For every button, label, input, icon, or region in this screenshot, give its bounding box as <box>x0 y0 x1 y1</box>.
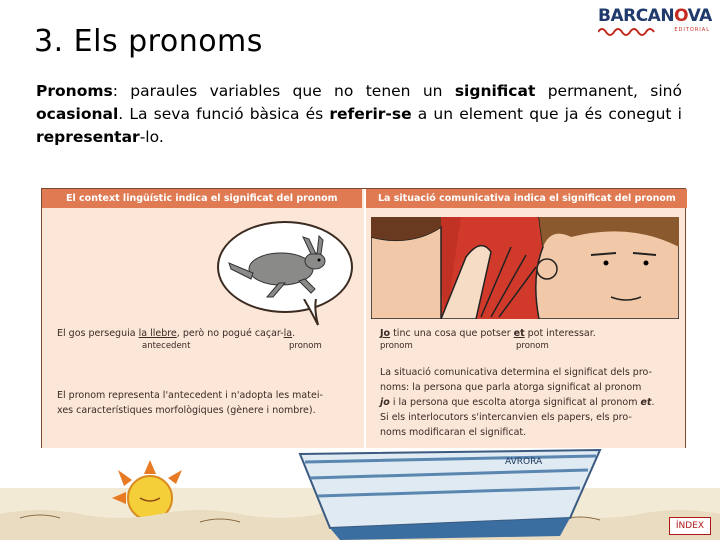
label-pronom-right-2: pronom <box>516 341 549 351</box>
explanation-right-5: noms modificaran el significat. <box>380 427 527 438</box>
whisper-faces-icon <box>371 217 679 319</box>
logo-subtitle: EDITORIAL <box>674 27 710 33</box>
label-pronom-right-1: pronom <box>380 341 413 351</box>
communicative-situation-panel <box>364 189 687 449</box>
publisher-logo <box>598 6 714 36</box>
example-sentence-left: El gos perseguia la llebre, però no pogué caçar-la. <box>57 328 296 339</box>
bubble-tail-icon <box>300 299 330 329</box>
explanation-left-2: xes característiques morfològiques (gènere i nombre). <box>57 405 316 416</box>
boat-icon <box>300 450 600 540</box>
slide-title: 3. Els pronoms <box>34 24 263 59</box>
intro-paragraph: Pronoms: paraules variables que no tenen un significat permanent, sinó ocasional. La seva funció bàsica és referir-se a un element que ja és conegut i representar-lo. <box>36 82 682 146</box>
communicative-situation-header: La situació comunicativa indica el significat del pronom <box>366 189 687 208</box>
sea-boat-illustration <box>0 448 720 540</box>
explanation-right-2: noms: la persona que parla atorga significat al pronom <box>380 382 642 393</box>
example-sentence-right: Jo tinc una cosa que potser et pot interessar. <box>380 328 596 339</box>
label-pronom-left: pronom <box>289 341 322 351</box>
explanation-right-4: Si els interlocutors s'intercanvien els papers, els pro- <box>380 412 632 423</box>
logo-wordmark: BARCANOVA <box>598 6 712 26</box>
explanation-right-1: La situació comunicativa determina el significat dels pro- <box>380 367 652 378</box>
speech-bubble <box>217 221 353 313</box>
pronoun-figure <box>41 188 686 450</box>
label-antecedent: antecedent <box>142 341 191 351</box>
explanation-right-3: jo i la persona que escolta atorga significat al pronom et. <box>380 397 655 408</box>
index-button[interactable]: ÍNDEX <box>669 517 711 535</box>
svg-text:AVRORA: AVRORA <box>505 457 543 467</box>
linguistic-context-header: El context lingüístic indica el significat del pronom <box>42 189 362 208</box>
whispering-scene-illustration <box>371 217 679 319</box>
explanation-left-1: El pronom representa l'antecedent i n'adopta les matei- <box>57 390 323 401</box>
linguistic-context-panel <box>42 189 362 449</box>
hare-icon <box>219 223 351 311</box>
